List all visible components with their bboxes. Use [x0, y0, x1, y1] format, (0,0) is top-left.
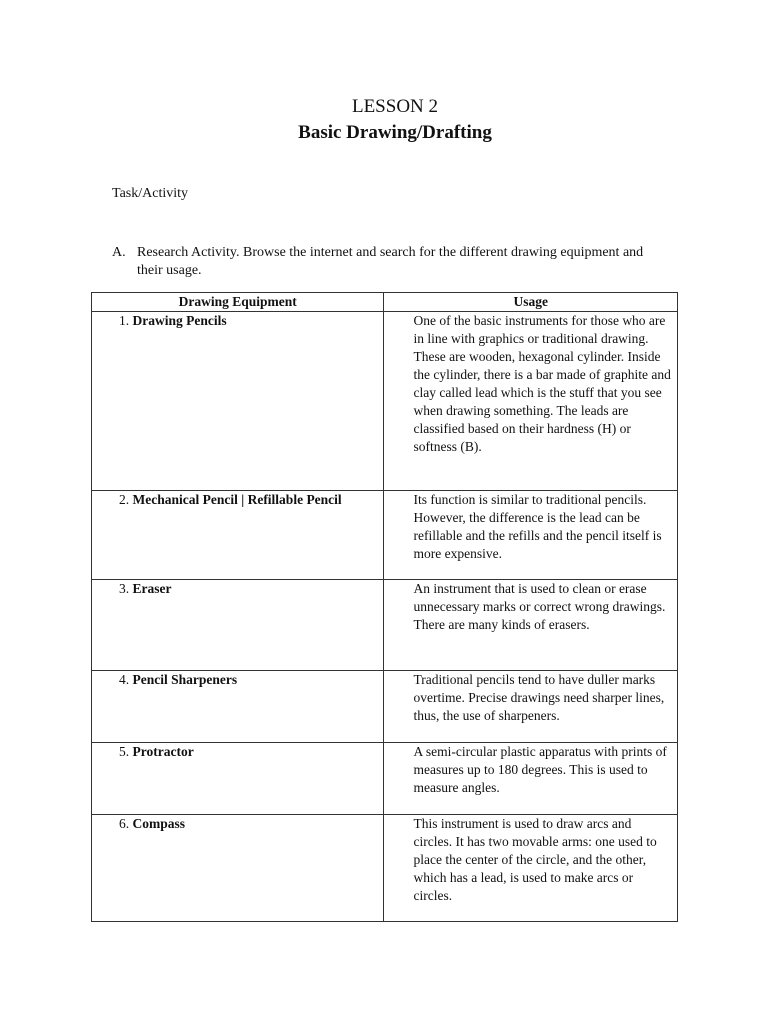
usage-cell	[384, 815, 678, 922]
row-number: 4.	[119, 672, 133, 687]
usage-text: This instrument is used to draw arcs and circles. It has two movable arms: one used to place the center of the circle, and the other, which has a lead, is used to make arcs or circles.	[413, 816, 657, 903]
table-row	[92, 671, 678, 743]
row-number: 5.	[119, 744, 133, 759]
equipment-cell	[92, 671, 384, 743]
row-number: 6.	[119, 816, 133, 831]
usage-cell	[384, 743, 678, 815]
table-header-row	[92, 293, 678, 312]
equipment-cell	[92, 491, 384, 580]
equipment-name: Mechanical Pencil | Refillable Pencil	[132, 492, 342, 507]
row-number: 3.	[119, 581, 133, 596]
table-row	[92, 580, 678, 671]
lesson-title: Basic Drawing/Drafting	[298, 122, 492, 143]
equipment-cell	[92, 312, 384, 491]
instruction-marker: A.	[112, 245, 126, 260]
usage-text: Traditional pencils tend to have duller marks overtime. Precise drawings need sharper lines, thus, the use of sharpeners.	[413, 672, 665, 723]
task-label: Task/Activity	[112, 186, 189, 201]
table-row	[92, 743, 678, 815]
header-usage: Usage	[384, 293, 678, 312]
usage-text: One of the basic instruments for those who are in line with graphics or traditional drawing. These are wooden, hexagonal cylinder. Inside the cylinder, there is a bar made of graphite and clay called lead which is the stuff that you see when drawing something. The leads are classified based on their hardness (H) or softness (B).	[413, 313, 671, 454]
row-number: 1.	[119, 313, 133, 328]
row-number: 2.	[119, 492, 133, 507]
usage-cell	[384, 491, 678, 580]
equipment-name: Compass	[132, 816, 186, 831]
equipment-name: Eraser	[132, 581, 172, 596]
instruction-text: Research Activity. Browse the internet and search for the different drawing equipment and their usage.	[137, 245, 644, 278]
usage-cell	[384, 312, 678, 491]
equipment-name: Protractor	[132, 744, 194, 759]
equipment-name: Pencil Sharpeners	[132, 672, 238, 687]
usage-text: A semi-circular plastic apparatus with prints of measures up to 180 degrees. This is used to measure angles.	[413, 744, 667, 795]
usage-cell	[384, 671, 678, 743]
table-row	[92, 312, 678, 491]
usage-cell	[384, 580, 678, 671]
table-row	[92, 815, 678, 922]
usage-text: An instrument that is used to clean or erase unnecessary marks or correct wrong drawings. There are many kinds of erasers.	[413, 581, 666, 632]
equipment-table	[91, 292, 678, 922]
lesson-number: LESSON 2	[351, 96, 439, 117]
equipment-cell	[92, 815, 384, 922]
usage-text: Its function is similar to traditional pencils. However, the difference is the lead can be refillable and the refills and the pencil itself is more expensive.	[413, 492, 662, 561]
equipment-cell	[92, 743, 384, 815]
equipment-cell	[92, 580, 384, 671]
header-drawing-equipment: Drawing Equipment	[92, 293, 384, 312]
equipment-name: Drawing Pencils	[132, 313, 227, 328]
table-row	[92, 491, 678, 580]
